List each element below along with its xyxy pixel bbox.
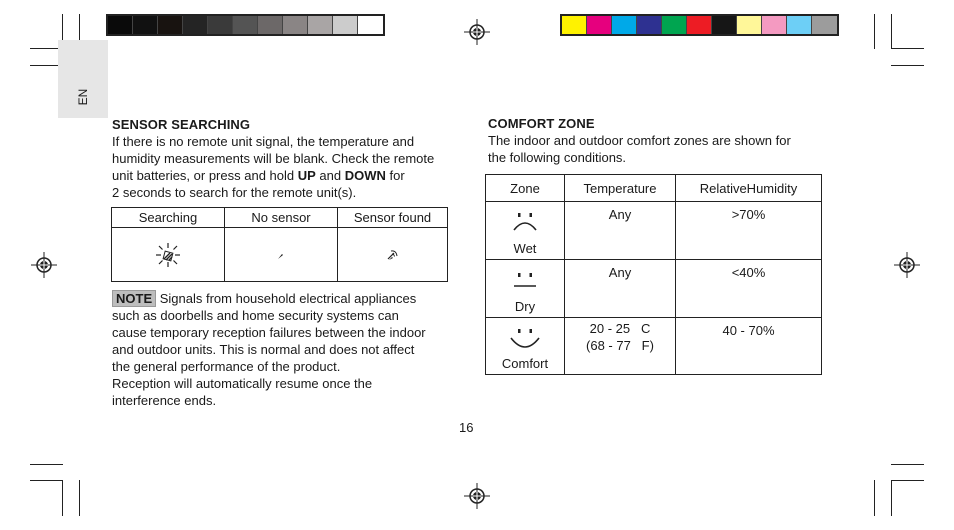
section-heading: SENSOR SEARCHING [112,117,251,132]
color-swatch [158,16,183,34]
table-header-cell: Sensor found [338,208,448,228]
sensor-searching-section [112,117,457,201]
paragraph-line: cause temporary reception failures between the indoor [112,325,426,340]
crop-mark [79,480,80,516]
color-swatch [687,16,712,34]
crop-mark [30,480,63,481]
temperature-value: 20 - 25 C [589,321,651,336]
table-cell [676,202,822,260]
sensor-found-icon [385,247,401,263]
down-button-label: DOWN [344,168,386,183]
page-number: 16 [459,420,474,435]
crop-mark [891,14,892,49]
paragraph-line: 2 seconds to search for the remote unit(s). [112,185,357,200]
process-color-bar [560,14,839,36]
humidity-value: 40 - 70% [722,323,775,338]
registration-mark-icon [31,252,57,278]
color-swatch [762,16,787,34]
paragraph-line: humidity measurements will be blank. Check the remote [112,151,435,166]
paragraph-line: the general performance of the product. [112,359,341,374]
color-swatch [133,16,158,34]
note-badge: NOTE [112,290,156,307]
humidity-value: >70% [731,207,766,222]
table-cell [225,228,338,282]
color-swatch [612,16,637,34]
color-swatch [787,16,812,34]
color-swatch [283,16,308,34]
table-row [486,318,822,375]
crop-mark [891,65,924,66]
paragraph-line [112,167,457,184]
color-swatch [233,16,258,34]
sensor-status-table [111,207,448,282]
crop-mark [30,464,63,465]
color-swatch [712,16,737,34]
registration-mark-icon [894,252,920,278]
color-swatch [108,16,133,34]
color-swatch [812,16,837,34]
table-cell [486,318,565,375]
color-swatch [333,16,358,34]
color-swatch [637,16,662,34]
paragraph-line [112,290,457,307]
zone-label: Comfort [501,356,549,371]
sad-face-icon [510,210,540,234]
grayscale-color-bar [106,14,385,36]
zone-label: Dry [514,299,536,314]
sensor-searching-paragraph [112,133,457,201]
paragraph-text: unit batteries, or press and hold [112,168,298,183]
table-row [486,260,822,318]
happy-face-icon [508,326,542,352]
crop-mark [874,14,875,49]
registration-mark-icon [464,19,490,45]
table-cell [676,260,822,318]
no-sensor-icon [276,251,286,261]
table-cell [486,202,565,260]
comfort-zone-table [485,174,822,375]
table-cell [565,260,676,318]
paragraph-line: The indoor and outdoor comfort zones are shown for [488,133,791,148]
table-header-cell: Temperature [565,175,676,202]
table-row [486,202,822,260]
color-swatch [737,16,762,34]
section-heading: COMFORT ZONE [488,116,595,131]
color-swatch [562,16,587,34]
comfort-zone-paragraph [488,132,833,166]
paragraph-text: Signals from household electrical appliances [156,291,417,306]
paragraph-line: and outdoor units. This is normal and does not affect [112,342,415,357]
paragraph-line: the following conditions. [488,150,627,165]
table-header-cell: RelativeHumidity [676,175,822,202]
neutral-face-icon [510,270,540,292]
paragraph-line: Reception will automatically resume once the [112,376,373,391]
color-swatch [258,16,283,34]
table-cell [676,318,822,375]
language-label: EN [76,88,90,106]
crop-mark [891,48,924,49]
color-swatch [183,16,208,34]
humidity-value: <40% [731,265,766,280]
registration-mark-icon [464,483,490,509]
crop-mark [891,464,924,465]
crop-mark [62,480,63,516]
paragraph-text: for [385,168,405,183]
note-section [112,290,457,409]
table-cell [112,228,225,282]
table-cell [486,260,565,318]
table-cell [338,228,448,282]
up-button-label: UP [297,168,316,183]
paragraph-text: and [315,168,345,183]
temperature-value: Any [608,265,632,280]
language-tab [58,40,108,118]
color-swatch [587,16,612,34]
color-swatch [358,16,383,34]
zone-label: Wet [513,241,537,256]
comfort-zone-section [488,116,833,166]
table-header-cell: No sensor [225,208,338,228]
table-header-cell: Zone [486,175,565,202]
temperature-value: (68 - 77 F) [586,338,654,353]
paragraph-line: interference ends. [112,393,217,408]
crop-mark [874,480,875,516]
color-swatch [662,16,687,34]
temperature-value: Any [608,207,632,222]
table-cell [565,318,676,375]
crop-mark [891,480,924,481]
crop-mark [891,480,892,516]
table-cell [565,202,676,260]
color-swatch [308,16,333,34]
paragraph-line: such as doorbells and home security systems can [112,308,399,323]
paragraph-line: If there is no remote unit signal, the temperature and [112,134,415,149]
color-swatch [208,16,233,34]
table-header-cell: Searching [112,208,225,228]
searching-signal-icon [154,241,182,269]
